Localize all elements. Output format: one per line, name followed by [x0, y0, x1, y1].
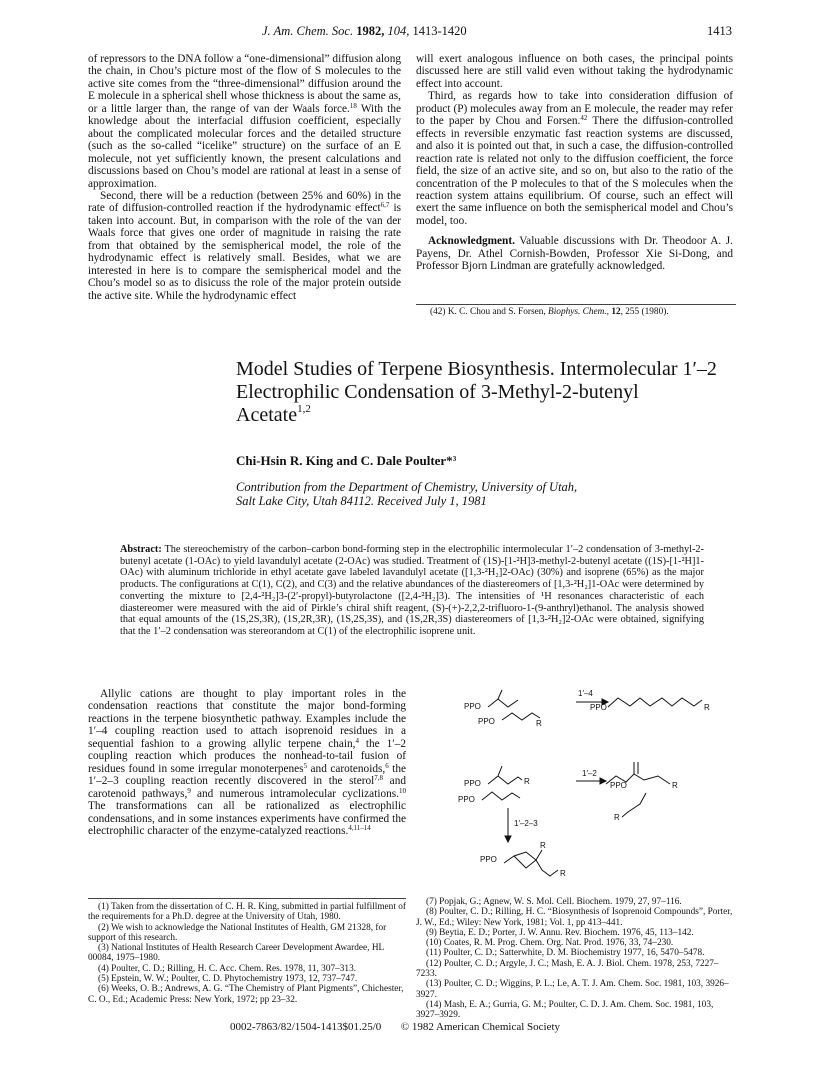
footnote: (11) Poulter, C. D.; Satterwhite, D. M. Biochemistry 1977, 16, 5470–5478. [426, 948, 705, 959]
footnote: (1) Taken from the dissertation of C. H. R. King, submitted in partial fulfillment of the requirements for a Ph.D. degree at the University of Utah, 1980. [88, 902, 406, 923]
scheme-label-r: R [540, 841, 546, 850]
abstract: Abstract: The stereochemistry of the carbon–carbon bond-forming step in the electrophilic intermolecular 1′–2 condensation of 3-methyl-2-butenyl acetate (1-OAc) to yield lavandulyl acetate (2-OAc) was studied. Treatment of (1S)-[1-²H]3-methyl-2-butenyl acetate ((1S)-[1-²H]1-OAc) with aluminum trichloride in ethyl acetate gave labeled lavandulyl acetate ([1,3-²H₂]2-OAc) (30%) and isoprene (65%) as the major products. The configurations at C(1), C(2), and C(3) and the relative abundances of the diastereomers of [1,3-²H₂]1-OAc were determined by converting the mixture to [2,4-²H₂]3-(2′-propyl)-butyrolactone ([2,4-²H₂]3). The intensities of ¹H resonances characteristic of each diastereomer were measured with the aid of Pirkle’s chiral shift reagent, (S)-(+)-2,2,2-trifluoro-1-(9-anthryl)ethanol. The analysis showed that equal amounts of the (1S,2S,3R), (1S,2R,3R), (1S,2S,3S), and (1S,2R,3S) diastereomers of [1,3-²H₂]2-OAc were obtained, signifying that the 1′–2 condensation was stereorandom at C(1) of the electrophilic isoprene unit. [120, 544, 704, 637]
paragraph: Third, as regards how to take into consideration diffusion of product (P) molecules away from an E molecule, the reader may refer to the paper by Chou and Forsen.$^{42}$ There the diffusion-controlled effects in reversible enzymatic fast reaction systems are discussed, and also it is pointed out that, in such a case, the diffusion-controlled reaction rate is related not only to the diffusion coefficient, the force field, the size of an active site, and so on, but also to the ratio of the concentration of the P molecules to that of the S molecules when the reaction system attains equilibrium. Of course, such an effect will exert the same influence on both the semispherical model and Chou’s model, too. [416, 90, 733, 227]
scheme-label-r: R [524, 777, 530, 786]
arrow-label-1-4: 1′–4 [578, 689, 593, 698]
affiliation: Contribution from the Department of Chemistry, University of Utah, Salt Lake City, Utah 84112. Received July 1, 1981 [236, 480, 578, 508]
scheme-label-ppo: PPO [590, 703, 607, 712]
scheme-label-r: R [704, 703, 710, 712]
arrow-label-1-2: 1′–2 [582, 769, 597, 778]
scheme-label-ppo: PPO [458, 795, 475, 804]
scheme-label-r: R [536, 719, 542, 728]
page-footer [230, 1021, 560, 1033]
scheme-label-ppo: PPO [464, 702, 481, 711]
footnote: (3) National Institutes of Health Research Career Development Awardee, HL 00084, 1975–1980. [88, 943, 384, 964]
footnote-divider [88, 898, 406, 899]
acknowledgment: Acknowledgment. Valuable discussions with Dr. Theodoor A. J. Payens, Dr. Athel Cornish-Bowden, Professor Xie Si-Dong, and Professor Bjorn Lindman are gratefully acknowledged. [416, 235, 733, 273]
arrow-label-1-2-3: 1′–2–3 [514, 819, 538, 828]
footnotes-right [416, 897, 736, 1021]
top-right-column [416, 53, 733, 273]
top-left-column [88, 53, 401, 302]
reaction-scheme [418, 680, 738, 895]
scheme-label-ppo: PPO [464, 779, 481, 788]
reference-42: (42) K. C. Chou and S. Forsen, Biophys. Chem., 12, 255 (1980). [430, 307, 669, 317]
footnote: (12) Poulter, C. D.; Argyle, J. C.; Mash, E. A. J. Biol. Chem. 1978, 253, 7227–7233. [416, 958, 719, 980]
footnote: (6) Weeks, O. B.; Andrews, A. G. “The Chemistry of Plant Pigments”, Chichester, C. O., Ed.; Academic Press: New York, 1972; pp 23–32. [88, 984, 404, 1005]
footnote: (2) We wish to acknowledge the National Institutes of Health, GM 21328, for support of this research. [88, 922, 387, 943]
footnote: (14) Mash, E. A.; Gurria, G. M.; Poulter, C. D. J. Am. Chem. Soc. 1981, 103, 3927–3929. [416, 999, 714, 1021]
paragraph: will exert analogous influence on both cases, the principal points discussed here are still valid even without taking the hydrodynamic effect into account. [416, 53, 733, 90]
paragraph: of repressors to the DNA follow a “one-dimensional” diffusion along the chain, in Chou’s picture most of the flow of S molecules to the active site comes from the “three-dimensional” diffusion around the E molecule in a spherical shell whose thickness is about the same as, or a little larger than, the range of van der Waals force.$^{18}$ With the knowledge about the interfacial diffusion coefficient, especially about the complicated molecular forces and the detailed structure (such as the so-called “icelike” structure) on the surface of an E molecule, not yet sufficiently known, the present calculations and discussions based on Chou’s model are rational at least in a sense of approximation. [88, 53, 401, 190]
footnote: (13) Poulter, C. D.; Wiggins, P. L.; Le, A. T. J. Am. Chem. Soc. 1981, 103, 3926–3927. [416, 979, 729, 1000]
scheme-structures [482, 690, 702, 876]
journal-citation: J. Am. Chem. Soc. 1982, 104, 1413-1420 [262, 24, 467, 38]
scheme-label-ppo: PPO [480, 855, 497, 864]
article-title: Model Studies of Terpene Biosynthesis. Intermolecular 1′–2 Electrophilic Condensation of 3-Methyl-2-butenyl Acetate$^{1,2}$ [236, 358, 717, 426]
footnote: (5) Epstein, W. W.; Poulter, C. D. Phytochemistry 1973, 12, 737–747. [98, 974, 358, 985]
intro-paragraph: Allylic cations are thought to play important roles in the condensation reactions that constitute the major bond-forming reactions in the terpene biosynthetic pathway. Examples include the 1′–4 coupling reaction used to attach isoprenoid residues in a sequential fashion to a growing allylic terpene chain,$^4$ the 1′–2 coupling reaction which produces the nonhead-to-tail fusion of residues found in some irregular monoterpenes$^5$ and carotenoids,$^6$ the 1′–2–3 coupling reaction recently discovered in the sterol$^{7,8}$ and carotenoid pathways,$^9$ and numerous intramolecular cyclizations.$^{10}$ The transformations can all be rationalized as electrophilic condensations, and in some instances experiments have confirmed the electrophilic character of the enzyme-catalyzed reactions.$^{4,11-14}$ [88, 688, 406, 837]
running-header [0, 24, 820, 40]
journal-code: 0002-7863/82/1504-1413$01.25/0 [230, 1021, 382, 1033]
page-number: 1413 [707, 24, 732, 38]
footnote: (10) Coates, R. M. Prog. Chem. Org. Nat. Prod. 1976, 33, 74–230. [426, 938, 674, 949]
footnote: (7) Popjak, G.; Agnew, W. S. Mol. Cell. Biochem. 1979, 27, 97–116. [426, 897, 682, 907]
authors: Chi-Hsin R. King and C. Dale Poulter*$^3$ [236, 453, 457, 468]
scheme-label-r: R [560, 869, 566, 878]
footnotes-left [88, 902, 406, 1005]
scheme-label-ppo: PPO [610, 781, 627, 790]
divider [416, 304, 736, 305]
footnote: (8) Poulter, C. D.; Rilling, H. C. “Biosynthesis of Isoprenoid Compounds”, Porter, J. W., Ed.; Wiley: New York, 1981; Vol. 1, pp 413–441. [416, 907, 733, 928]
scheme-label-r: R [672, 781, 678, 790]
scheme-label-r: R [614, 813, 620, 822]
copyright: © 1982 American Chemical Society [400, 1021, 561, 1033]
paragraph: Second, there will be a reduction (between 25% and 60%) in the rate of diffusion-controlled reaction if the hydrodynamic effect$^{6,7}$ is taken into account. But, in comparison with the role of the van der Waals force that gives one order of magnitude in raising the rate from that obtained by the semispherical model, the role of the hydrodynamic effect is relatively small. Besides, what we are interested in here is to compare the semispherical model and the Chou’s model so as to disicuss the role of the major protein outside the active site. While the hydrodynamic effect [88, 189, 402, 302]
scheme-label-ppo: PPO [478, 717, 495, 726]
footnote: (4) Poulter, C. D.; Rilling, H. C. Acc. Chem. Res. 1978, 11, 307–313. [98, 963, 357, 974]
footnote: (9) Beytia, E. D.; Porter, J. W. Annu. Rev. Biochem. 1976, 45, 113–142. [426, 927, 694, 938]
